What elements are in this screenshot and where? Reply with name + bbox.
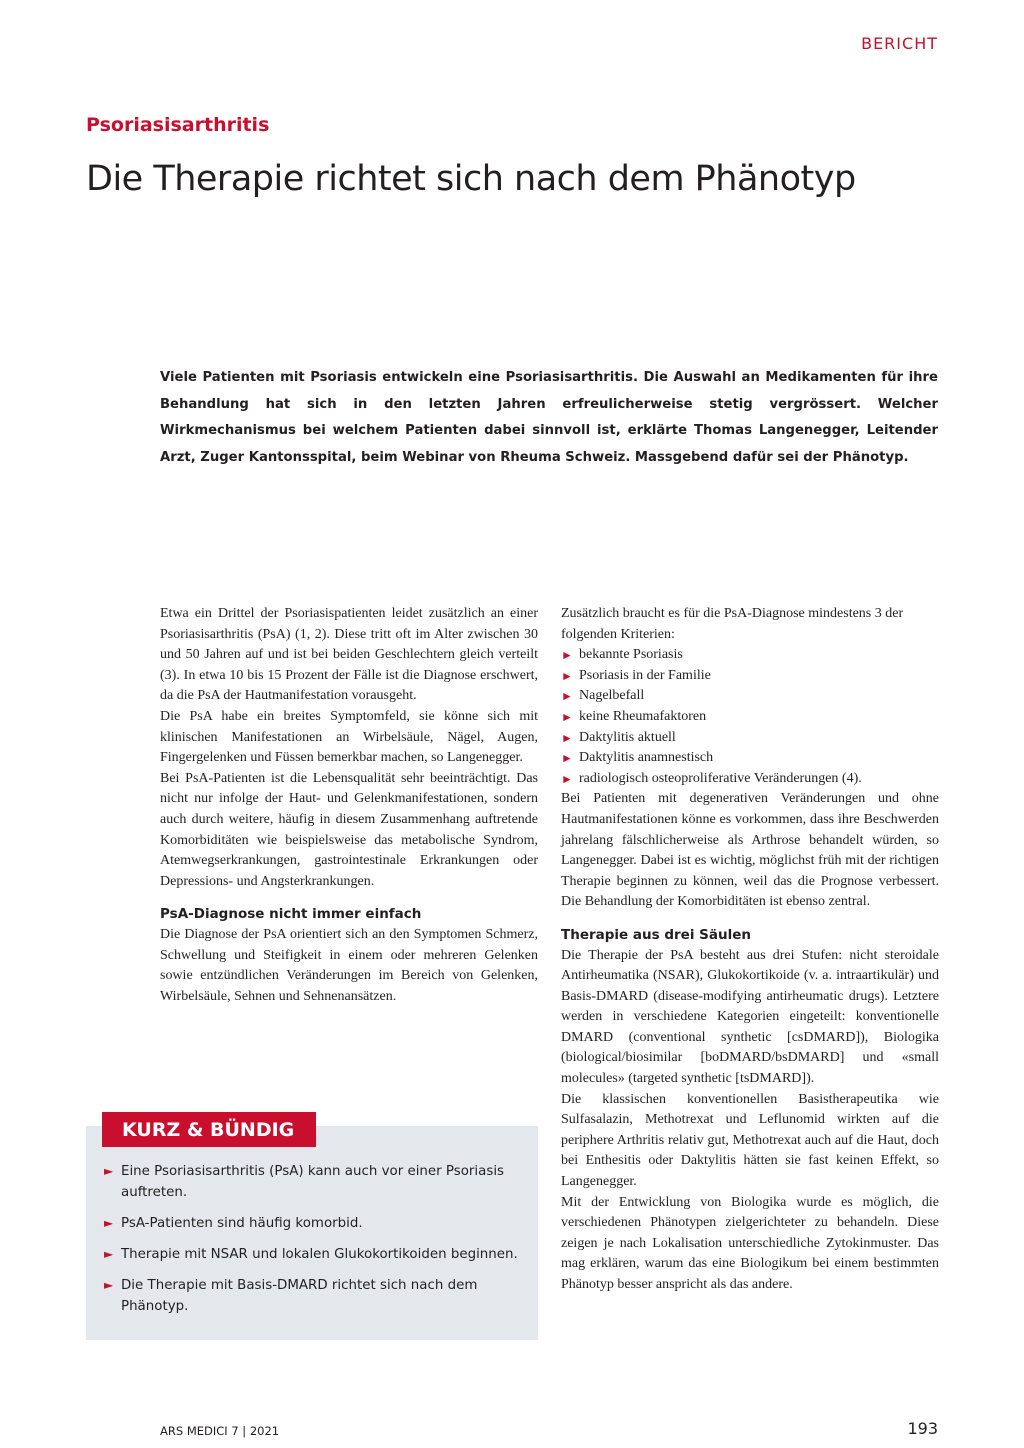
section-label: BERICHT [861, 34, 938, 53]
paragraph: Die PsA habe ein breites Symptomfeld, sie könne sich mit klinischen Manifestationen an Wirbelsäule, Nägel, Augen, Fingergelenken und Füssen bemerkbar machen, so Langenegger. [160, 708, 538, 766]
paragraph: Etwa ein Drittel der Psoriasispatienten leidet zusätzlich an einer Psoriasisarthritis (PsA) (1, 2). Diese tritt oft im Alter zwischen 30 und 50 Jahren auf und ist bei beiden Geschlechtern gleich verteilt (3). In etwa 10 bis 15 Prozent der Fälle ist die Diagnose erschwert, da die PsA der Hautmanifestation vorausgeht. [160, 606, 538, 704]
criteria-list [561, 645, 939, 789]
section-heading: PsA-Diagnose nicht immer einfach [160, 906, 422, 923]
paragraph: Bei PsA-Patienten ist die Lebensqualität sehr beeinträchtigt. Das nicht nur infolge der Haut- und Gelenkmanifestationen, sondern auch durch weitere, häufig in diesem Zusammenhang auftretende Komorbiditäten wie beispielsweise das metabolische Syndrom, Atemwegserkrankungen, gastrointestinale Erkrankungen oder Depressions- und Angsterkrankungen. [160, 770, 538, 889]
paragraph: Die Therapie der PsA besteht aus drei Stufen: nicht steroidale Antirheumatika (NSAR), Glukokortikoide (v. a. intraartikulär) und Basis-DMARD (disease-modifying antirheumatic drugs). Letztere werden in verschiedene Kategorien eingeteilt: konventionelle DMARD (conventional synthetic [csDMARD]), Biologika (biological/biosimilar [boDMARD/bsDMARD] und «small molecules» (targeted synthetic [tsDMARD]). [561, 947, 939, 1087]
right-column [561, 604, 939, 1296]
triangle-bullet-icon: ► [104, 1278, 114, 1292]
triangle-bullet-icon: ► [561, 751, 573, 766]
summary-box-title: KURZ & BÜNDIG [102, 1112, 316, 1147]
paragraph: Bei Patienten mit degenerativen Veränderungen und ohne Hautmanifestationen könne es vorkommen, dass ihre Beschwerden jahrelang fälschlicherweise als Arthrose behandelt würden, so Langenegger. Dabei ist es wichtig, möglichst früh mit der richtigen Therapie beginnen zu können, weil das die Prognose verbessert. Die Behandlung der Komorbiditäten ist ebenso zentral. [561, 791, 939, 910]
article-lead: Viele Patienten mit Psoriasis entwickeln eine Psoriasisarthritis. Die Auswahl an Medikamenten für ihre Behandlung hat sich in den letzten Jahren erfreulicherweise stetig vergrössert. Welcher Wirkmechanismus bei welchem Patienten dabei sinnvoll ist, erklärte Thomas Langenegger, Leitender Arzt, Zuger Kantonsspital, beim Webinar von Rheuma Schweiz. Massgebend dafür sei der Phänotyp. [160, 370, 938, 465]
paragraph: Mit der Entwicklung von Biologika wurde es möglich, die verschiedenen Phänotypen zielgerichteter zu behandeln. Diese zeigen je nach Lokalisation unterschiedliche Zytokinmuster. Das mag erklären, warum das eine Biologikum bei einem bestimmten Phänotyp besser anspricht als das andere. [561, 1194, 939, 1292]
list-item: ► Nagelbefall [561, 686, 939, 707]
article-kicker: Psoriasisarthritis [86, 114, 270, 136]
list-item: ► Daktylitis aktuell [561, 728, 939, 749]
paragraph: Die Diagnose der PsA orientiert sich an den Symptomen Schmerz, Schwellung und Steifigkeit in einem oder mehreren Gelenken sowie entzündlichen Veränderungen im Bereich von Gelenken, Wirbelsäule, Sehnen und Sehnenansätzen. [160, 926, 538, 1004]
triangle-bullet-icon: ► [104, 1216, 114, 1230]
triangle-bullet-icon: ► [561, 771, 573, 786]
list-item: ► Psoriasis in der Familie [561, 666, 939, 687]
list-item: ► Die Therapie mit Basis-DMARD richtet sich nach dem Phänotyp. [104, 1275, 524, 1317]
article-title: Die Therapie richtet sich nach dem Phänotyp [86, 159, 856, 199]
list-item: ► keine Rheumafaktoren [561, 707, 939, 728]
triangle-bullet-icon: ► [104, 1247, 114, 1261]
left-column [160, 604, 538, 1007]
section-heading: Therapie aus drei Säulen [561, 926, 751, 943]
paragraph: Die klassischen konventionellen Basistherapeutika wie Sulfasalazin, Methotrexat und Leflunomid wirkten auf die periphere Arthritis relativ gut, Methotrexat auch auf die Haut, doch bei Enthesitis oder Daktylitis hätten sie fast keinen Effekt, so Langenegger. [561, 1091, 939, 1190]
journal-footer: ARS MEDICI 7 | 2021 [160, 1424, 280, 1438]
list-item: ► PsA-Patienten sind häufig komorbid. [104, 1213, 524, 1234]
list-item: ► Therapie mit NSAR und lokalen Glukokortikoiden beginnen. [104, 1244, 524, 1265]
list-item: ► Eine Psoriasisarthritis (PsA) kann auch vor einer Psoriasis auftreten. [104, 1161, 524, 1203]
list-item: ► radiologisch osteoproliferative Veränderungen (4). [561, 769, 939, 790]
paragraph: Zusätzlich braucht es für die PsA-Diagnose mindestens 3 der folgenden Kriterien: [561, 606, 904, 642]
triangle-bullet-icon: ► [561, 730, 573, 745]
list-item: ► bekannte Psoriasis [561, 645, 939, 666]
triangle-bullet-icon: ► [561, 709, 573, 724]
triangle-bullet-icon: ► [104, 1164, 114, 1178]
triangle-bullet-icon: ► [561, 648, 573, 663]
summary-list [104, 1161, 524, 1327]
triangle-bullet-icon: ► [561, 668, 573, 683]
page-number: 193 [907, 1419, 938, 1438]
triangle-bullet-icon: ► [561, 689, 573, 704]
list-item: ► Daktylitis anamnestisch [561, 748, 939, 769]
